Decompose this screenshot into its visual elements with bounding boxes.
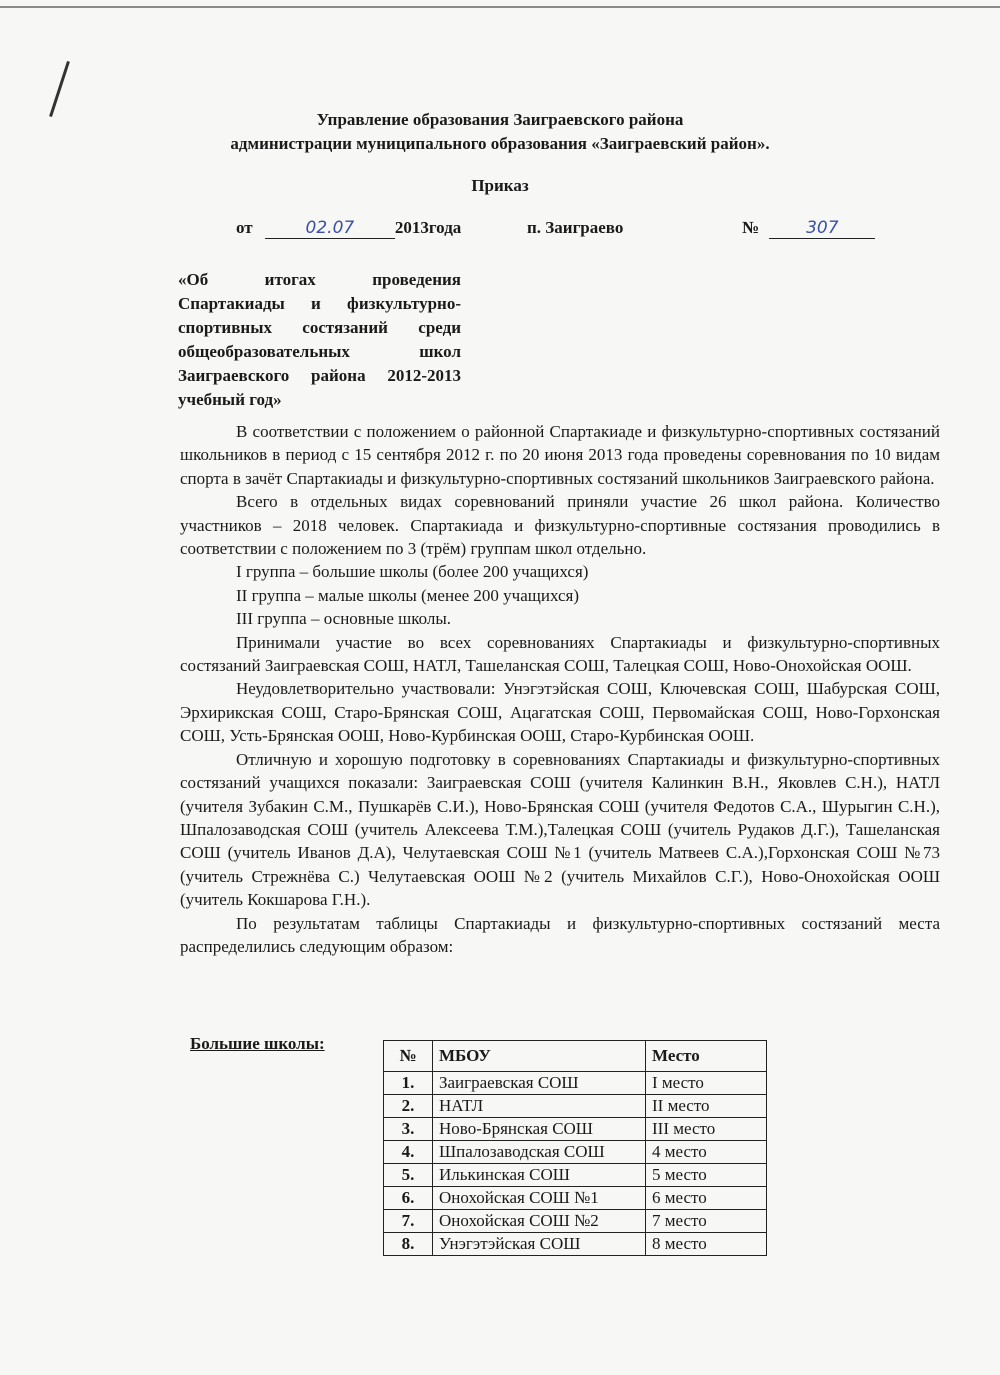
handwritten-date: 02.07 — [305, 218, 355, 238]
table-row — [384, 1095, 767, 1118]
school-name: Онохойская СОШ №2 — [433, 1210, 646, 1233]
school-name: Илькинская СОШ — [433, 1164, 646, 1187]
paragraph: Неудовлетворительно участвовали: Унэгэтэйская СОШ, Ключевская СОШ, Шабурская СОШ, Эрхирикская СОШ, Старо-Брянская СОШ, Ацагатская СОШ, Первомайская СОШ, Ново-Горхонская СОШ, Усть-Брянская ООШ, Ново-Курбинская ООШ, Старо-Курбинская ООШ. — [180, 679, 940, 746]
table-row — [384, 1233, 767, 1256]
place-value: 7 место — [646, 1210, 767, 1233]
handwritten-number: 307 — [806, 218, 839, 238]
school-name: Шпалозаводская СОШ — [433, 1141, 646, 1164]
row-number: 6. — [384, 1187, 433, 1210]
big-schools-label: Большие школы: — [190, 1034, 325, 1053]
results-table — [383, 1040, 767, 1256]
table-row — [384, 1118, 767, 1141]
header-line-2: администрации муниципального образования «Заиграевский район». — [230, 134, 770, 153]
place-value: 4 место — [646, 1141, 767, 1164]
table-row — [384, 1210, 767, 1233]
from-label: от — [236, 218, 253, 237]
school-name: Заиграевская СОШ — [433, 1072, 646, 1095]
place: п. Заиграево — [527, 218, 624, 237]
place-value: 6 место — [646, 1187, 767, 1210]
row-number: 4. — [384, 1141, 433, 1164]
place-value: 8 место — [646, 1233, 767, 1256]
group-item: III группа – основные школы. — [236, 609, 452, 629]
place-value: II место — [646, 1095, 767, 1118]
number-field — [769, 218, 875, 239]
school-name: Ново-Брянская СОШ — [433, 1118, 646, 1141]
column-header-number: № — [384, 1041, 433, 1072]
number-label: № — [742, 218, 760, 237]
column-header-place: Место — [646, 1041, 767, 1072]
table-row — [384, 1164, 767, 1187]
document-type: Приказ — [471, 176, 529, 195]
order-subject: «Об итогах проведения Спартакиады и физкультурно-спортивных состязаний среди общеобразовательных школ Заиграевского района 2012-2013 учебный год» — [178, 270, 461, 409]
row-number: 5. — [384, 1164, 433, 1187]
order-body — [180, 420, 940, 958]
row-number: 2. — [384, 1095, 433, 1118]
row-number: 7. — [384, 1210, 433, 1233]
paragraph: По результатам таблицы Спартакиады и физкультурно-спортивных состязаний места распределились следующим образом: — [180, 913, 940, 956]
place-value: I место — [646, 1072, 767, 1095]
school-name: Унэгэтэйская СОШ — [433, 1233, 646, 1256]
number-block — [742, 218, 875, 239]
place-value: III место — [646, 1118, 767, 1141]
school-name: НАТЛ — [433, 1095, 646, 1118]
place-value: 5 место — [646, 1164, 767, 1187]
group-item: II группа – малые школы (менее 200 учащихся) — [236, 585, 579, 605]
year-text: 2013года — [394, 218, 462, 237]
header-line-1: Управление образования Заиграевского района — [316, 110, 684, 129]
date-field — [265, 218, 395, 239]
table-row — [384, 1187, 767, 1210]
table-header-row — [384, 1041, 767, 1072]
date-block — [236, 218, 461, 239]
row-number: 3. — [384, 1118, 433, 1141]
paragraph: В соответствии с положением о районной Спартакиаде и физкультурно-спортивных состязаний школьников в период с 15 сентября 2012 г. по 20 июня 2013 года проведены соревнования по 10 видам спорта в зачёт Спартакиады и физкультурно-спортивных состязаний школьников Заиграевского района. — [180, 422, 940, 488]
row-number: 1. — [384, 1072, 433, 1095]
scan-border-line — [0, 6, 1000, 8]
paragraph: Отличную и хорошую подготовку в соревнованиях Спартакиады и физкультурно-спортивных состязаний учащихся показали: Заиграевская СОШ (учителя Калинкин В.Н., Яковлев С.Н.), НАТЛ (учителя Зубакин С.М., Пушкарёв С.И.), Ново-Брянская СОШ (учителя Федотов С.А., Шурыгин С.Н.), Шпалозаводская СОШ (учитель Алексеева Т.М.),Талецкая СОШ (учитель Рудаков Д.Г.), Ташеланская СОШ (учитель Иванов Д.А), Челутаевская СОШ №1 (учитель Матвеев С.А.),Горхонская СОШ №73 (учитель Стрежнёва С.) Челутаевская ООШ №2 (учитель Михайлов С.Г.), Ново-Онохойская ООШ (учитель Кокшарова Г.Н.). — [180, 749, 940, 910]
paragraph: Принимали участие во всех соревнованиях Спартакиады и физкультурно-спортивных состязаний Заиграевская СОШ, НАТЛ, Ташеланская СОШ, Талецкая СОШ, Ново-Онохойская ООШ. — [180, 632, 940, 676]
row-number: 8. — [384, 1233, 433, 1256]
table-row — [384, 1141, 767, 1164]
group-item: I группа – большие школы (более 200 учащихся) — [236, 562, 589, 582]
pen-mark — [49, 61, 70, 117]
column-header-school: МБОУ — [433, 1041, 646, 1072]
school-name: Онохойская СОШ №1 — [433, 1187, 646, 1210]
table-row — [384, 1072, 767, 1095]
paragraph: Всего в отдельных видах соревнований приняли участие 26 школ района. Количество участников – 2018 человек. Спартакиада и физкультурно-спортивные состязания проводились в соответствии с положением по 3 (трём) группам школ отдельно. — [180, 492, 940, 559]
